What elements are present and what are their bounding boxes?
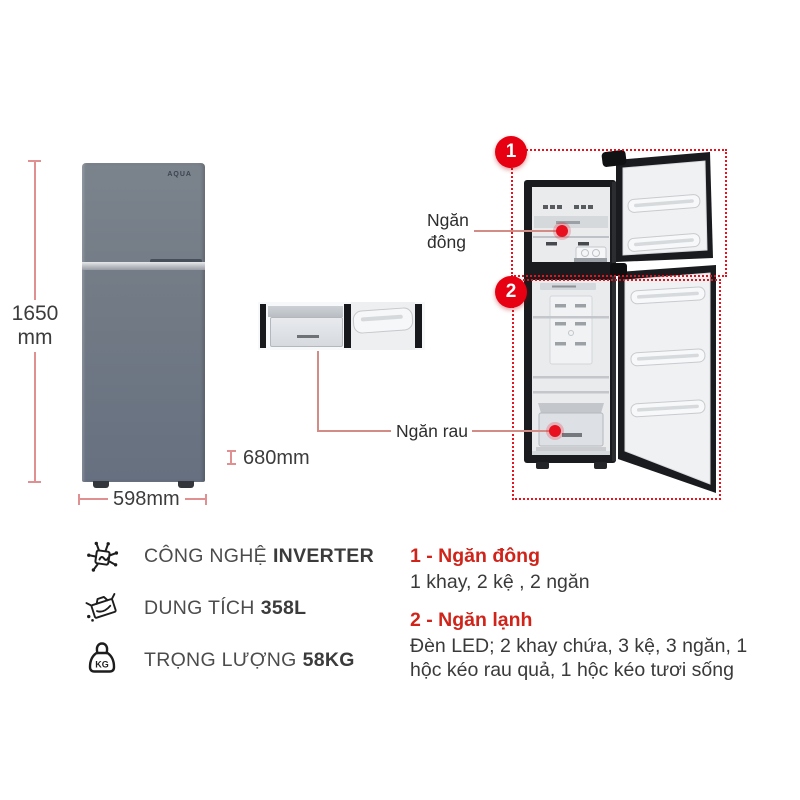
closeup-frame-bar [344,304,351,348]
capacity-icon [84,590,120,626]
closed-fridge-image [82,163,205,482]
feature-text: CÔNG NGHỆ INVERTER [144,544,374,567]
svg-text:KG: KG [95,659,109,670]
feature-row-capacity [84,590,374,626]
height-dim-line-upper [34,161,36,300]
feature-list [84,538,374,678]
crisper-callout-line-h2 [472,430,550,432]
crisper-closeup-image [258,302,425,350]
fridge-door-divider [82,262,205,270]
height-dim-cap-bottom [28,481,41,483]
feature-text: DUNG TÍCH 358L [144,596,307,619]
feature-text: TRỌNG LƯỢNG 58KG [144,648,355,671]
closeup-frame-bar [415,304,422,348]
spec-descriptions [410,545,755,696]
freezer-callout-line [474,230,558,232]
freezer-callout-label: Ngăn đông [427,210,469,252]
height-dim-unit: mm [17,326,53,349]
crisper-callout-line-h1 [317,430,391,432]
spec-heading-freezer: 1 - Ngăn đông [410,545,540,567]
closeup-door-shelf [352,307,413,334]
depth-dim-cap-bottom [227,463,236,465]
freezer-callout-dot [556,225,568,237]
brand-logo: AQUA [167,171,192,178]
width-dim-label: 598mm [108,488,185,511]
marker-2-badge: 2 [495,276,527,308]
crisper-callout-dot [549,425,561,437]
closeup-drawer-top [268,306,343,317]
fridge-zone-outline [512,279,721,500]
weight-icon [84,642,120,678]
inverter-icon [84,538,120,574]
spec-body-fridge: Đèn LED; 2 khay chứa, 3 kệ, 3 ngăn, 1 hộc kéo rau quả, 1 hộc kéo tươi sống [410,634,748,681]
height-dim-line-lower [34,352,36,481]
height-dim-value: 1650 [11,302,59,325]
fridge-foot-left [93,481,109,488]
feature-row-inverter [84,538,374,574]
width-dim-cap-right [205,494,207,505]
marker-1-badge: 1 [495,136,527,168]
crisper-callout-label: Ngăn rau [396,421,468,441]
closeup-shelf-handle [361,315,403,322]
spec-body-freezer: 1 khay, 2 kệ , 2 ngăn [410,571,590,593]
depth-dim-label: 680mm [243,447,310,469]
feature-row-weight [84,642,374,678]
crisper-callout-line-v [317,351,319,431]
fridge-foot-right [178,481,194,488]
freezer-zone-outline [511,149,727,277]
closeup-door-liner [351,302,415,350]
closeup-drawer-front [270,317,343,347]
closeup-drawer-label [297,335,319,338]
spec-heading-fridge: 2 - Ngăn lạnh [410,608,533,631]
closeup-frame-bar [260,304,266,348]
